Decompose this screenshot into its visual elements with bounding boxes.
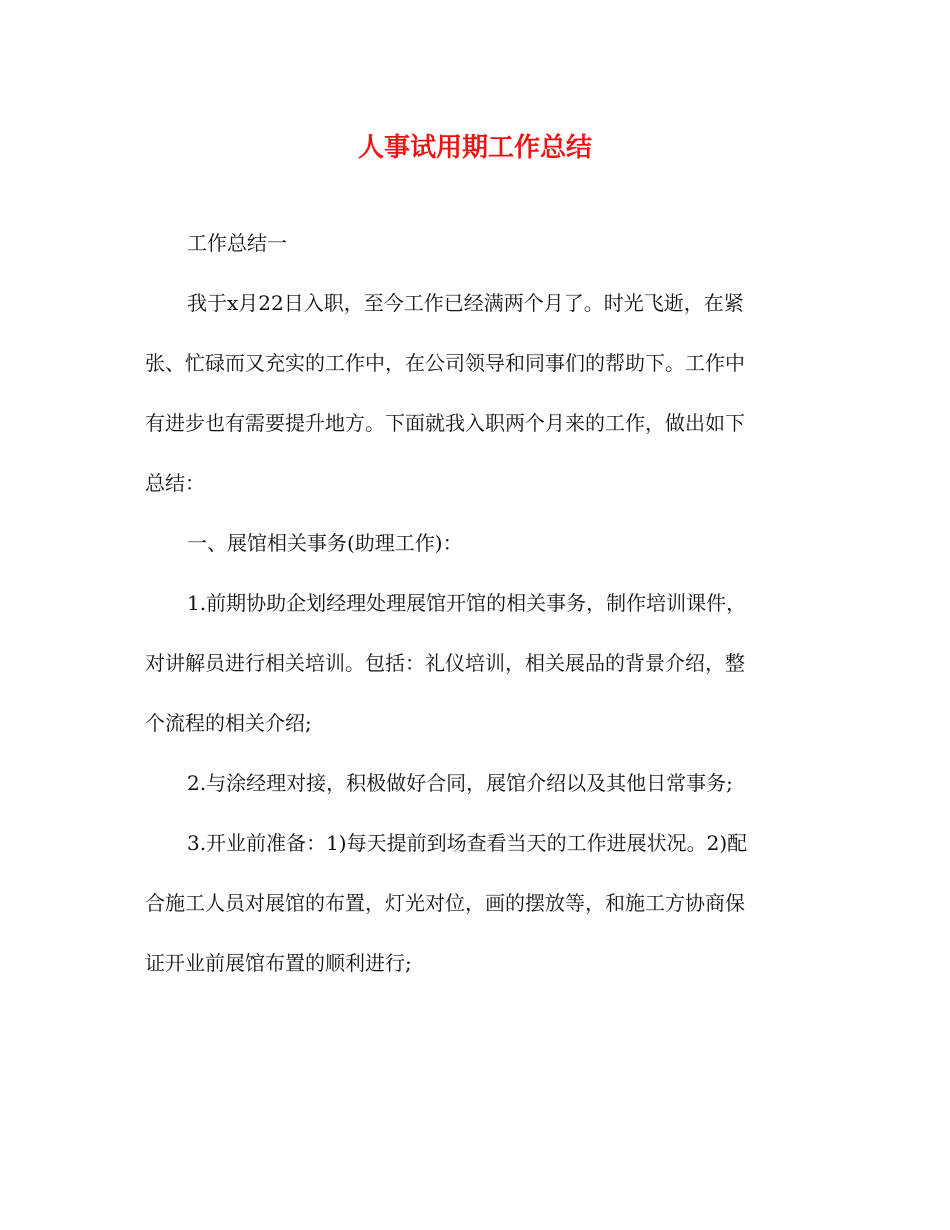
- text-line: 2.与涂经理对接，积极做好合同，展馆介绍以及其他日常事务;: [187, 771, 733, 795]
- text-line: 对讲解员进行相关培训。包括：礼仪培训，相关展品的背景介绍，整: [145, 651, 745, 675]
- text-line: 个流程的相关介绍;: [145, 711, 312, 735]
- text-line: 一、展馆相关事务(助理工作)：: [187, 531, 463, 555]
- text-line: 1.前期协助企划经理处理展馆开馆的相关事务，制作培训课件，: [187, 591, 747, 615]
- text-line: 我于x月22日入职，至今工作已经满两个月了。时光飞逝，在紧: [187, 291, 744, 315]
- document-title: 人事试用期工作总结: [357, 133, 592, 163]
- text-line: 有进步也有需要提升地方。下面就我入职两个月来的工作，做出如下: [145, 411, 745, 435]
- text-line: 证开业前展馆布置的顺利进行;: [145, 951, 412, 975]
- text-line: 合施工人员对展馆的布置，灯光对位，画的摆放等，和施工方协商保: [145, 891, 745, 915]
- text-line: 工作总结一: [187, 231, 287, 255]
- text-line: 总结：: [145, 471, 205, 495]
- text-line: 3.开业前准备：1)每天提前到场查看当天的工作进展状况。2)配: [187, 831, 748, 855]
- text-line: 张、忙碌而又充实的工作中，在公司领导和同事们的帮助下。工作中: [145, 351, 745, 375]
- document-body: [145, 213, 805, 993]
